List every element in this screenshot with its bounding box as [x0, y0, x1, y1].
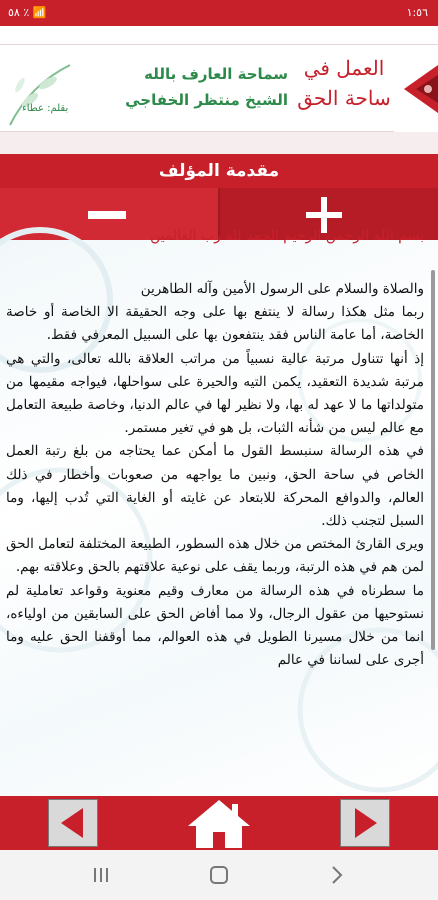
status-gap [0, 26, 438, 44]
minus-icon [88, 211, 126, 219]
paragraph: ويرى القارئ المختص من خلال هذه السطور، الطبيعة المختلفة لتعامل الحق لمن هم في هذه الرتبة، وربما يقف على نوعية علاقتهم بالحق وعلاقته بهم. [6, 536, 424, 576]
home-icon [184, 796, 254, 850]
status-bar [0, 0, 438, 26]
app-banner [0, 44, 438, 132]
paragraph: ما سطرناه في هذه الرسالة من معارف وقيم معنوية وقواعد تعاملية لم نستوحيها من عقول الرجال، ولا مما أفاض الحق على السابقين من اولياءه، انما من خلال مسيرنا الطويل في هذه العوالم، مما أوقفنا الحق عليه وما أجرى على لساننا في عالم [6, 582, 424, 669]
triangle-left-icon [49, 800, 97, 846]
header-line-cut: بسم الله الرحمن الرحيم الحمد لله رب العالمين [150, 228, 424, 244]
status-indicators: ٥٨ ٪ 📶 [8, 6, 47, 19]
paragraph: ربما مثل هكذا رسالة لا ينتفع بها على وجه الحقيقة الا الخاصة أو خاصة الخاصة، أما عامة الناس فقد ينتفعون بها على السبيل المعرفي فقط. [6, 304, 424, 344]
article-text [6, 278, 424, 672]
home-system-icon[interactable] [206, 862, 232, 888]
paragraph: إذ أنها تتناول مرتبة عالية نسبياً من مراتب العلاقة بالله تعالى، والتي هي مرتبة شديدة التعقيد، يكمن التيه والحيرة على سواحلها، فيواجه مقيمها من متولداتها ما لا عهد له بها، ولا نظير لها في عالم الدنيا، وخاصة طبيعة التعامل مع عالم ليس من شأنه الثبات، بل هو في تغير مستمر. [6, 350, 424, 437]
bottom-navigation [0, 796, 438, 850]
banner-book-title: العمل في ساحة الحق [297, 56, 391, 110]
leaf-decoration-icon [0, 45, 90, 133]
next-page-button[interactable] [340, 799, 390, 847]
home-button[interactable] [184, 796, 254, 850]
banner-author-title: سماحة العارف بالله [144, 65, 288, 83]
recent-apps-icon[interactable] [88, 862, 114, 888]
system-navigation-bar [0, 850, 438, 900]
page-title: مقدمة المؤلف [0, 154, 438, 188]
banner-signature: بقلم: عطاء [22, 103, 69, 114]
back-chevron-icon[interactable] [324, 862, 350, 888]
scrollbar[interactable] [431, 270, 435, 650]
article-content[interactable] [0, 228, 438, 796]
banner-separator [0, 132, 438, 154]
triangle-right-icon [341, 800, 389, 846]
arabesque-ornament-icon [394, 45, 438, 133]
previous-page-button[interactable] [48, 799, 98, 847]
paragraph: في هذه الرسالة سنبسط القول ما أمكن عما يحتاجه من بلغ رتبة العمل الخاص في ساحة الحق، ونبين ما يواجهه من صعوبات وأخطار في ذلك العالم، والدوافع المحركة للابتعاد عن غايته أو الغاية التي تُدب إليها، وما السبل لتجنب ذلك. [6, 443, 424, 530]
status-time: ١:٥٦ [406, 6, 428, 19]
paragraph: والصلاة والسلام على الرسول الأمين وآله الطاهرين [140, 281, 424, 297]
banner-author-name: الشيخ منتظر الخفاجي [125, 91, 288, 109]
